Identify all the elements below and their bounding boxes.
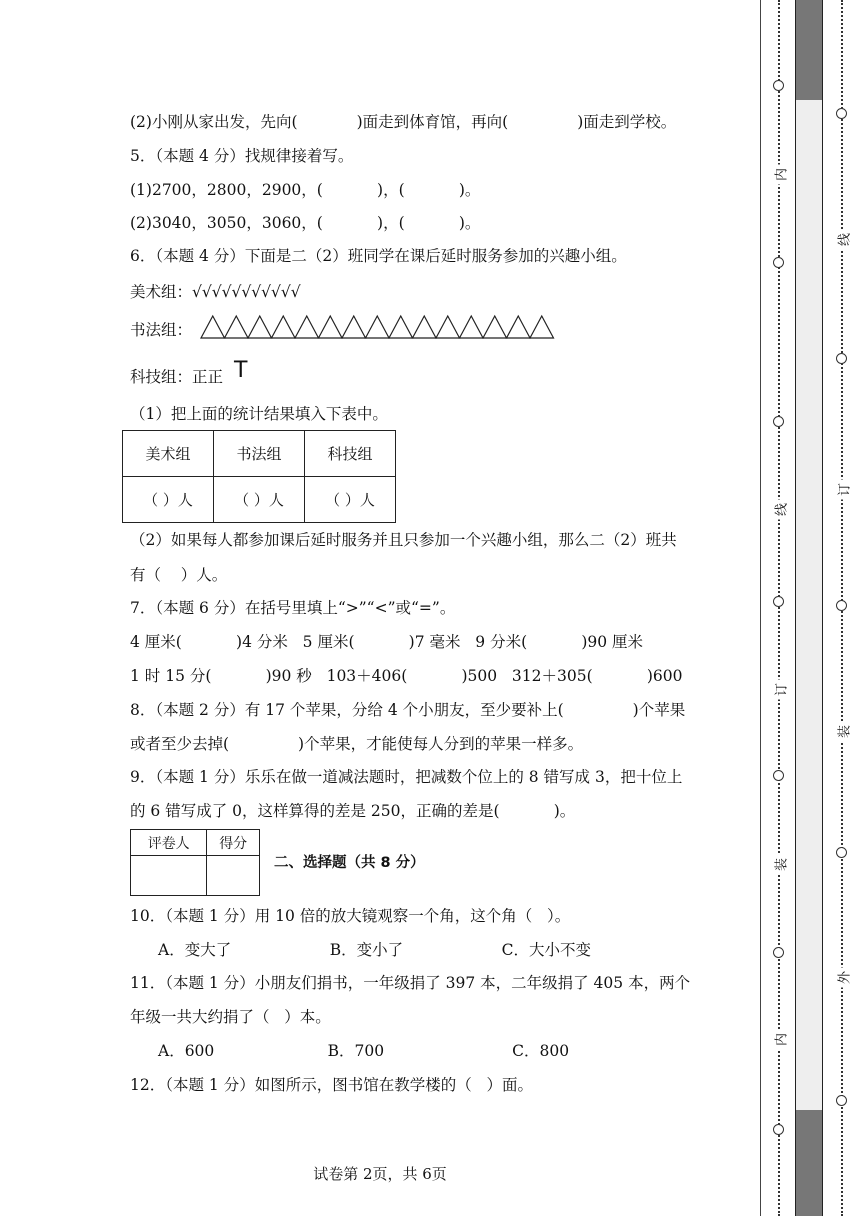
table-cell[interactable]: （ ）人: [305, 477, 396, 523]
reviewer-label: 评卷人: [131, 830, 207, 856]
triangle-mark: [507, 316, 531, 338]
outer-circle: [773, 947, 784, 958]
triangle-mark: [248, 316, 272, 338]
table-cell[interactable]: （ ）人: [214, 477, 305, 523]
triangle-mark: [530, 316, 554, 338]
outer-circle: [773, 80, 784, 91]
triangle-mark: [436, 316, 460, 338]
question-10-options: A．变大了 B．变小了 C．大小不变: [158, 941, 592, 959]
triangle-mark: [413, 316, 437, 338]
triangle-mark: [201, 316, 225, 338]
outer-circle: [773, 770, 784, 781]
outer-label-nei: 内: [771, 165, 790, 185]
outer-circle: [773, 257, 784, 268]
outer-label-zhuang: 装: [771, 855, 790, 875]
question-9a: 9．（本题 1 分）乐乐在做一道减法题时，把减数个位上的 8 错写成 3，把十位上: [130, 768, 683, 786]
question-6: 6．（本题 4 分）下面是二（2）班同学在课后延时服务参加的兴趣小组。: [130, 247, 627, 265]
triangle-mark: [272, 316, 296, 338]
question-9b: 的 6 错写成了 0，这样算得的差是 250，正确的差是( )。: [130, 802, 576, 820]
triangle-mark: [225, 316, 249, 338]
score-cell[interactable]: [207, 856, 260, 896]
question-7-1: 4 厘米( )4 分米 5 厘米( )7 毫米 9 分米( )90 厘米: [130, 633, 644, 651]
inner-circle: [836, 108, 847, 119]
inner-circle: [836, 600, 847, 611]
table-cell[interactable]: （ ）人: [123, 477, 214, 523]
question-11a: 11．（本题 1 分）小朋友们捐书，一年级捐了 397 本，二年级捐了 405 本，两个: [130, 974, 691, 992]
triangle-mark: [460, 316, 484, 338]
binding-bar-left: [760, 0, 761, 1216]
art-group-tally: 美术组：√√√√√√√√√√√: [130, 283, 301, 301]
score-label: 得分: [207, 830, 260, 856]
question-4-2: (2)小刚从家出发，先向( )面走到体育馆，再向( )面走到学校。: [130, 113, 677, 131]
question-11b: 年级一共大约捐了（ ）本。: [130, 1008, 331, 1026]
table-header: 书法组: [214, 431, 305, 477]
question-6-2a: （2）如果每人都参加课后延时服务并且只参加一个兴趣小组，那么二（2）班共: [130, 531, 677, 549]
outer-label-xian: 线: [771, 500, 790, 520]
outer-circle: [773, 596, 784, 607]
question-5-1: (1)2700，2800，2900，( )，( )。: [130, 181, 481, 199]
score-box: [130, 829, 260, 896]
question-6-2b: 有（ ）人。: [130, 566, 228, 584]
calligraphy-group-label: 书法组：: [130, 321, 193, 339]
inner-label-wai: 外: [834, 968, 853, 988]
triangle-mark: [295, 316, 319, 338]
question-8b: 或者至少去掉( )个苹果，才能使每人分到的苹果一样多。: [130, 735, 584, 753]
tally-mark: T: [234, 358, 248, 383]
binding-bar: [795, 0, 823, 1216]
inner-circle: [836, 847, 847, 858]
inner-label-zhuang: 装: [834, 722, 853, 742]
triangle-mark: [389, 316, 413, 338]
binding-bar-bottom: [795, 1110, 823, 1216]
stats-table: [122, 430, 396, 523]
triangle-mark: [319, 316, 343, 338]
outer-label-ding: 订: [771, 680, 790, 700]
question-11-options: A．600 B．700 C．800: [158, 1042, 570, 1060]
question-5: 5．（本题 4 分）找规律接着写。: [130, 147, 354, 165]
question-10: 10．（本题 1 分）用 10 倍的放大镜观察一个角，这个角（ ）。: [130, 907, 571, 925]
triangle-mark: [483, 316, 507, 338]
binding-bar-top: [795, 0, 823, 100]
calligraphy-triangles: [200, 314, 560, 340]
question-6-1: （1）把上面的统计结果填入下表中。: [130, 405, 388, 423]
section-title: 二、选择题（共 8 分）: [274, 855, 425, 871]
inner-label-ding: 订: [834, 480, 853, 500]
triangle-mark: [342, 316, 366, 338]
outer-circle: [773, 1124, 784, 1135]
table-header: 美术组: [123, 431, 214, 477]
question-7: 7．（本题 6 分）在括号里填上“>”“<”或“=”。: [130, 599, 456, 617]
outer-circle: [773, 416, 784, 427]
triangle-mark: [366, 316, 390, 338]
question-7-2: 1 时 15 分( )90 秒 103＋406( )500 312＋305( )600: [130, 667, 683, 685]
outer-label-nei-2: 内: [771, 1030, 790, 1050]
page-footer: 试卷第 2页，共 6页: [313, 1165, 447, 1183]
inner-label-xian: 线: [834, 230, 853, 250]
question-5-2: (2)3040，3050，3060，( )，( )。: [130, 214, 481, 232]
tech-group-tally: 科技组：正正: [130, 368, 224, 386]
inner-circle: [836, 1095, 847, 1106]
table-header: 科技组: [305, 431, 396, 477]
question-8a: 8．（本题 2 分）有 17 个苹果，分给 4 个小朋友，至少要补上( )个苹果: [130, 701, 686, 719]
reviewer-cell[interactable]: [131, 856, 207, 896]
question-12: 12．（本题 1 分）如图所示，图书馆在教学楼的（ ）面。: [130, 1076, 533, 1094]
inner-circle: [836, 353, 847, 364]
